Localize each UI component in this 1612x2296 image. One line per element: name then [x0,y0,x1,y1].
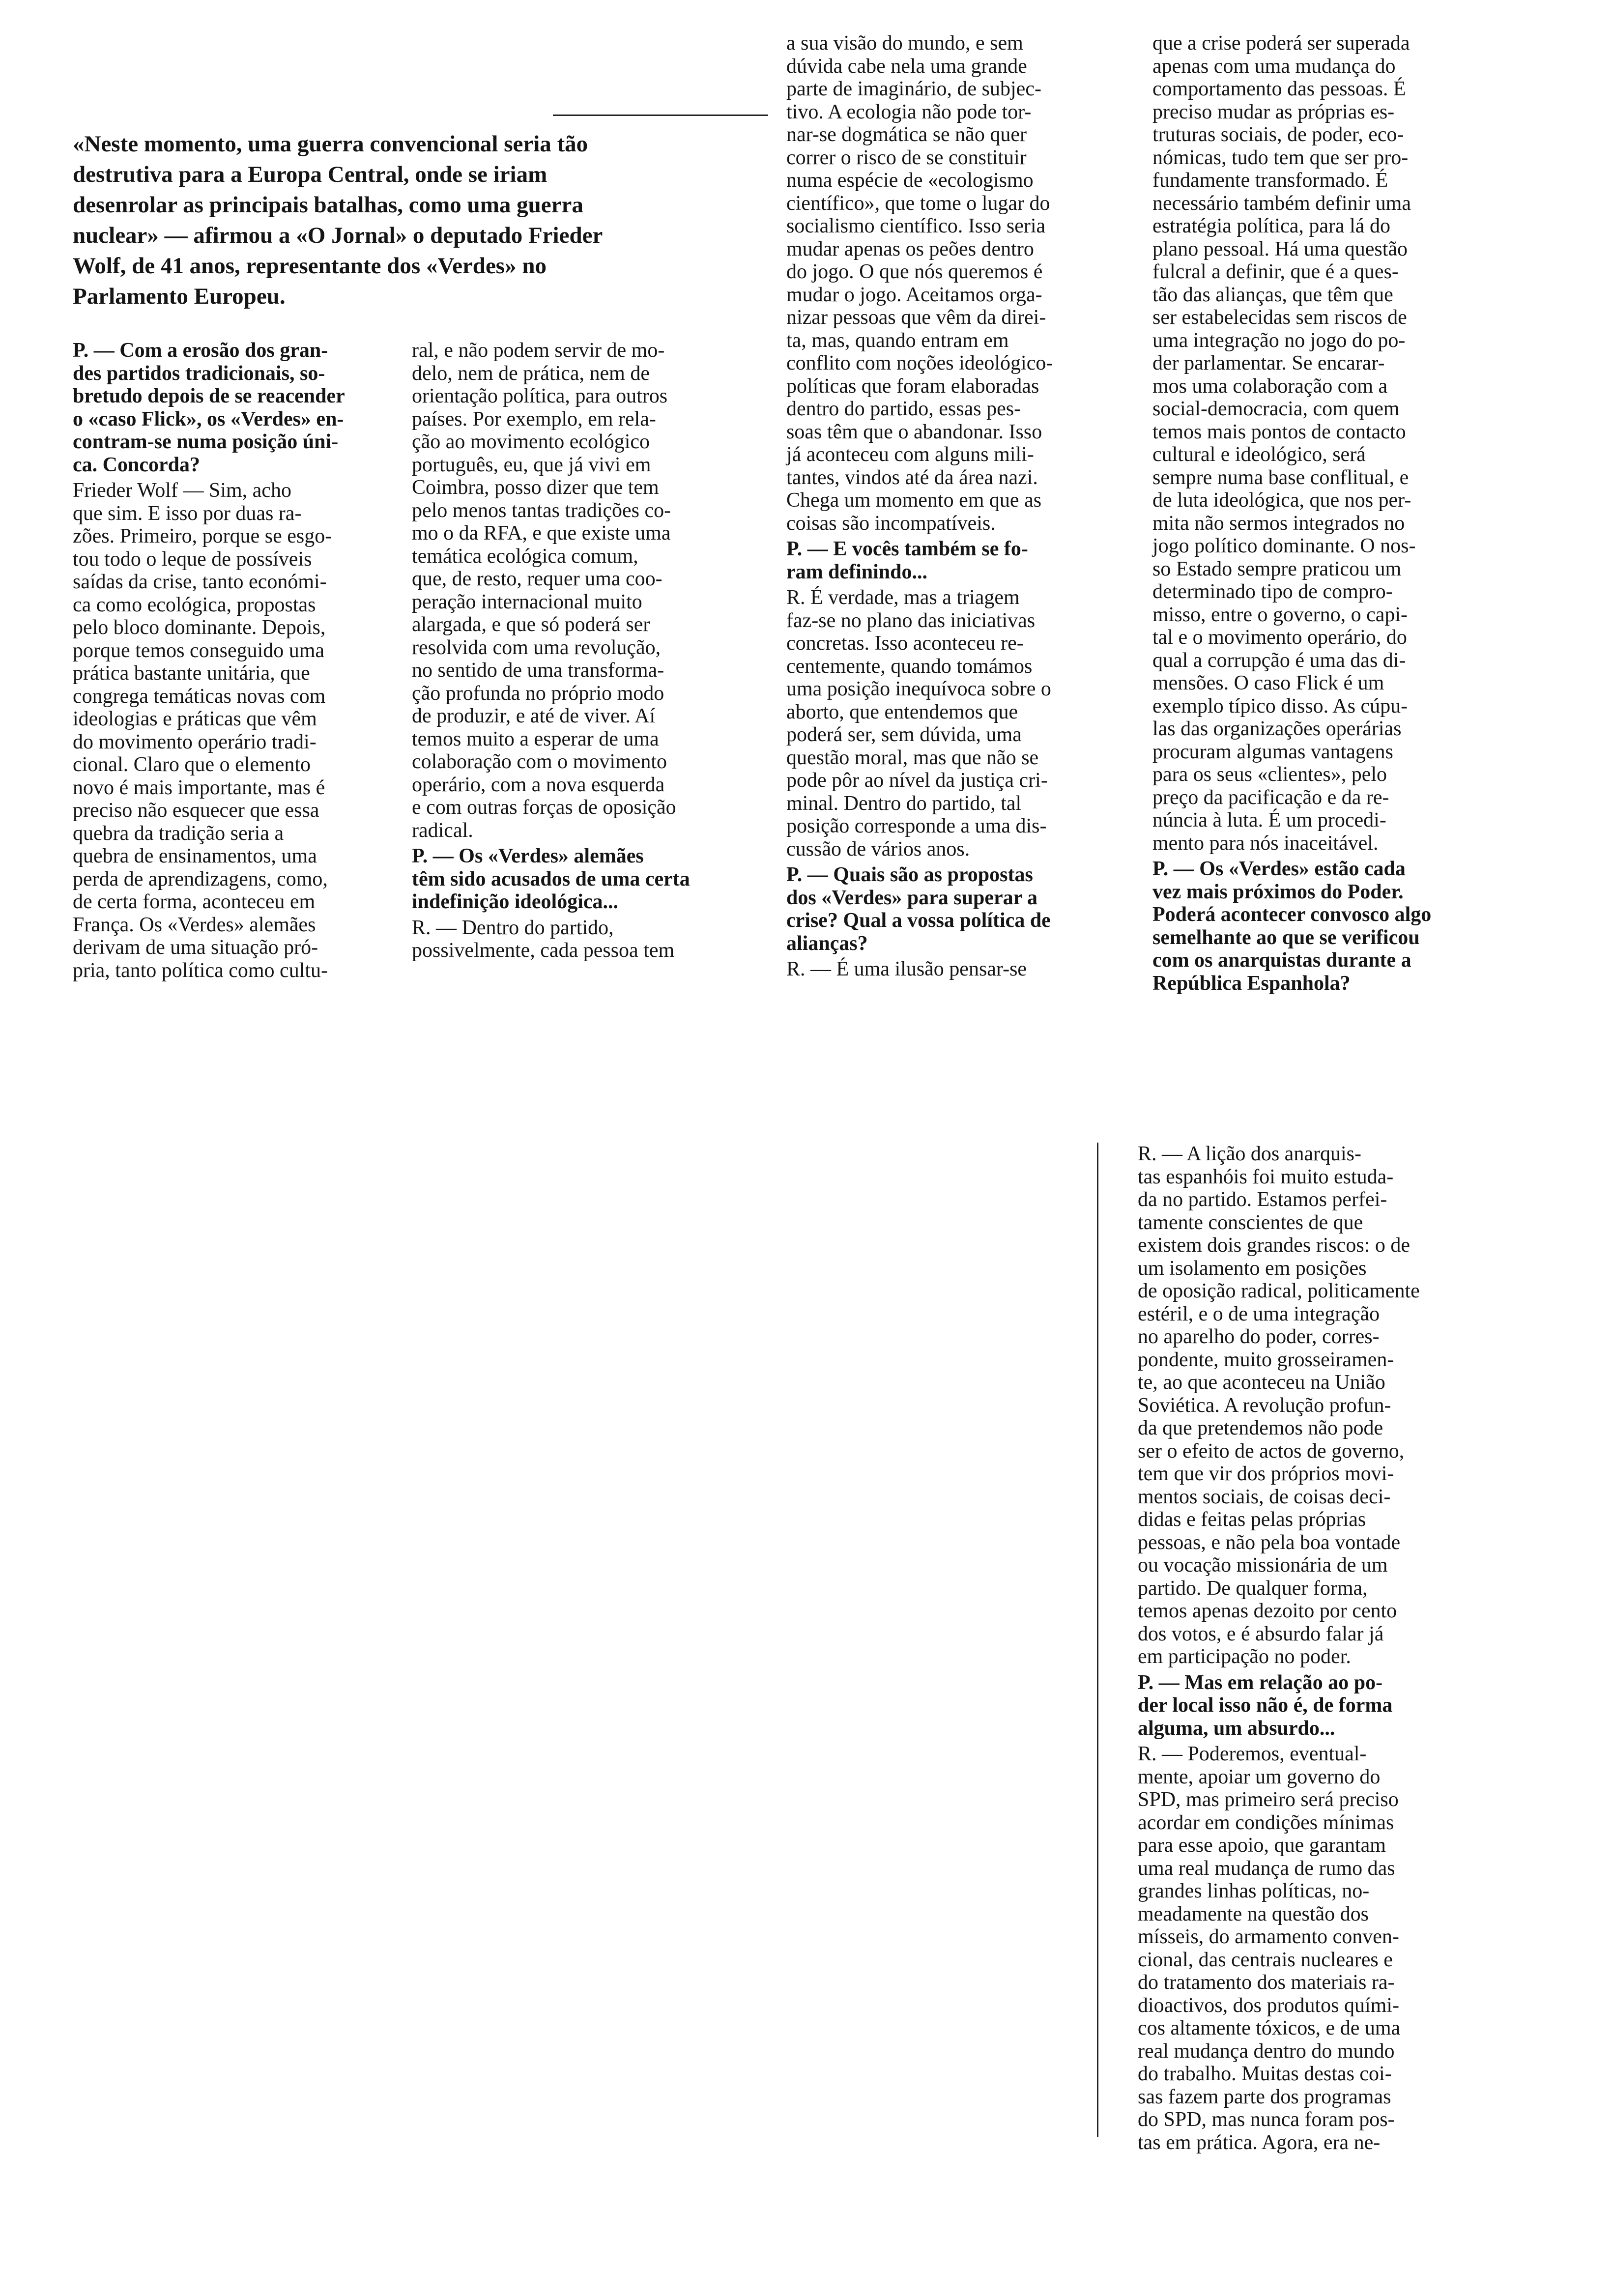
answer-paragraph: R. — É uma ilusão pensar-se [786,958,1027,980]
column-4 [1152,32,1519,998]
question-paragraph: P. — Com a erosão dos gran- des partidos tradicionais, so- bretudo depois de se reacender o «caso Flick», os «Verdes» en- contram-se numa posição úni- ca. Concorda? [73,339,345,476]
column-1 [73,339,392,985]
column-divider [1097,1143,1098,2137]
column-5 [1138,1143,1497,2157]
question-paragraph: P. — Os «Verdes» alemães têm sido acusados de uma certa indefinição ideológica... [412,845,690,913]
answer-paragraph: R. É verdade, mas a triagem faz-se no plano das iniciativas concretas. Isso aconteceu re- centemente, quando tomámos uma posição inequívoca sobre o aborto, que entendemos que poderá ser, sem dúvida, uma questão moral, mas que não se pode pôr ao nível da justiça cri- minal. Dentro do partido, tal posição corresponde a uma dis- cussão de vários anos. [786,586,1051,861]
answer-paragraph: R. — A lição dos anarquis- tas espanhóis foi muito estuda- da no partido. Estamos perfei- tamente conscientes de que existem dois grandes riscos: o de um isolamento em posições de oposição radical, politicamente estéril, e o de uma integração no aparelho do poder, corres- pondente, muito grosseiramen- te, ao que aconteceu na União Soviética. A revolução profun- da que pretendemos não pode ser o efeito de actos de governo, tem que vir dos próprios movi- mentos sociais, de coisas deci- didas e feitas pelas próprias pessoas, e não pela boa vontade ou vocação missionária de um partido. De qualquer forma, temos apenas dezoito por cento dos votos, e é absurdo falar já em participação no poder. [1138,1143,1420,1668]
answer-paragraph: Frieder Wolf — Sim, acho que sim. E isso por duas ra- zões. Primeiro, porque se esgo- tou todo o leque de possíveis saídas da crise, tanto económi- ca como ecológica, propostas pelo bloco dominante. Depois, porque temos conseguido uma prática bastante unitária, que congrega temáticas novas com ideologias e práticas que vêm do movimento operário tradi- cional. Claro que o elemento novo é mais importante, mas é preciso não esquecer que essa quebra da tradição seria a quebra de ensinamentos, uma perda de aprendizagens, como, de certa forma, aconteceu em França. Os «Verdes» alemães derivam de uma situação pró- pria, tanto política como cultu- [73,479,332,982]
answer-paragraph: ral, e não podem servir de mo- delo, nem de prática, nem de orientação política, para outros países. Por exemplo, em rela- ção ao movimento ecológico português, eu, que já vivi em Coimbra, posso dizer que tem pelo menos tantas tradições co- mo o da RFA, e que existe uma temática ecológica comum, que, de resto, requer uma coo- peração internacional muito alargada, e que só poderá ser resolvida com uma revolução, no sentido de uma transforma- ção profunda no próprio modo de produzir, e até de viver. Aí temos muito a esperar de uma colaboração com o movimento operário, com a nova esquerda e com outras forças de oposição radical. [412,339,676,842]
answer-paragraph: R. — Poderemos, eventual- mente, apoiar um governo do SPD, mas primeiro será preciso acordar em condições mínimas para esse apoio, que garantam uma real mudança de rumo das grandes linhas políticas, no- meadamente na questão dos mísseis, do armamento conven- cional, das centrais nucleares e do tratamento dos materiais ra- dioactivos, dos produtos quími- cos altamente tóxicos, e de uma real mudança dentro do mundo do trabalho. Muitas destas coi- sas fazem parte dos programas do SPD, mas nunca foram pos- tas em prática. Agora, era ne- [1138,1743,1401,2154]
answer-paragraph: R. — Dentro do partido, possivelmente, cada pessoa tem [412,916,675,962]
question-paragraph: P. — Quais são as propostas dos «Verdes» para superar a crise? Qual a vossa política de alianças? [786,863,1051,955]
column-2 [412,339,756,965]
question-paragraph: P. — Os «Verdes» estão cada vez mais próximos do Poder. Poderá acontecer convosco algo semelhante ao que se verificou com os anarquistas durante a República Espanhola? [1152,858,1432,995]
answer-paragraph: que a crise poderá ser superada apenas com uma mudança do comportamento das pessoas. É preciso mudar as próprias es- truturas sociais, de poder, eco- nómicas, tudo tem que ser pro- fundamente transformado. É necessário também definir uma estratégia política, para lá do plano pessoal. Há uma questão fulcral a definir, que é a ques- tão das alianças, que têm que ser estabelecidas sem riscos de uma integração no jogo do po- der parlamentar. Se encarar- mos uma colaboração com a social-democracia, com quem temos mais pontos de contacto cultural e ideológico, será sempre numa base conflitual, e de luta ideológica, que nos per- mita não sermos integrados no jogo político dominante. O nos- so Estado sempre praticou um determinado tipo de compro- misso, entre o governo, o capi- tal e o movimento operário, do qual a corrupção é uma das di- mensões. O caso Flick é um exemplo típico disso. As cúpu- las das organizações operárias procuram algumas vantagens para os seus «clientes», pelo preço da pacificação e da re- núncia à luta. É um procedi- mento para nós inaceitável. [1152,32,1416,855]
column-3 [786,32,1140,984]
question-paragraph: P. — Mas em relação ao po- der local isso não é, de forma alguma, um absurdo... [1138,1671,1393,1740]
question-paragraph: P. — E vocês também se fo- ram definindo... [786,538,1028,583]
article-lead: «Neste momento, uma guerra convencional seria tão destrutiva para a Europa Central, onde se iriam desenrolar as principais batalhas, como uma guerra nuclear» — afirmou a «O Jornal» o deputado Frieder Wolf, de 41 anos, representante dos «Verdes» no Parlamento Europeu. [73,131,603,309]
answer-paragraph: a sua visão do mundo, e sem dúvida cabe nela uma grande parte de imaginário, de subjec- tivo. A ecologia não pode tor- nar-se dogmática se não quer correr o risco de se constituir numa espécie de «ecologismo científico», que tome o lugar do socialismo científico. Isso seria mudar apenas os peões dentro do jogo. O que nós queremos é mudar o jogo. Aceitamos orga- nizar pessoas que vêm da direi- ta, mas, quando entram em conflito com noções ideológico- políticas que foram elaboradas dentro do partido, essas pes- soas têm que o abandonar. Isso já aconteceu com alguns mili- tantes, vindos até da área nazi. Chega um momento em que as coisas são incompatíveis. [786,32,1053,535]
header-rule [553,115,768,116]
